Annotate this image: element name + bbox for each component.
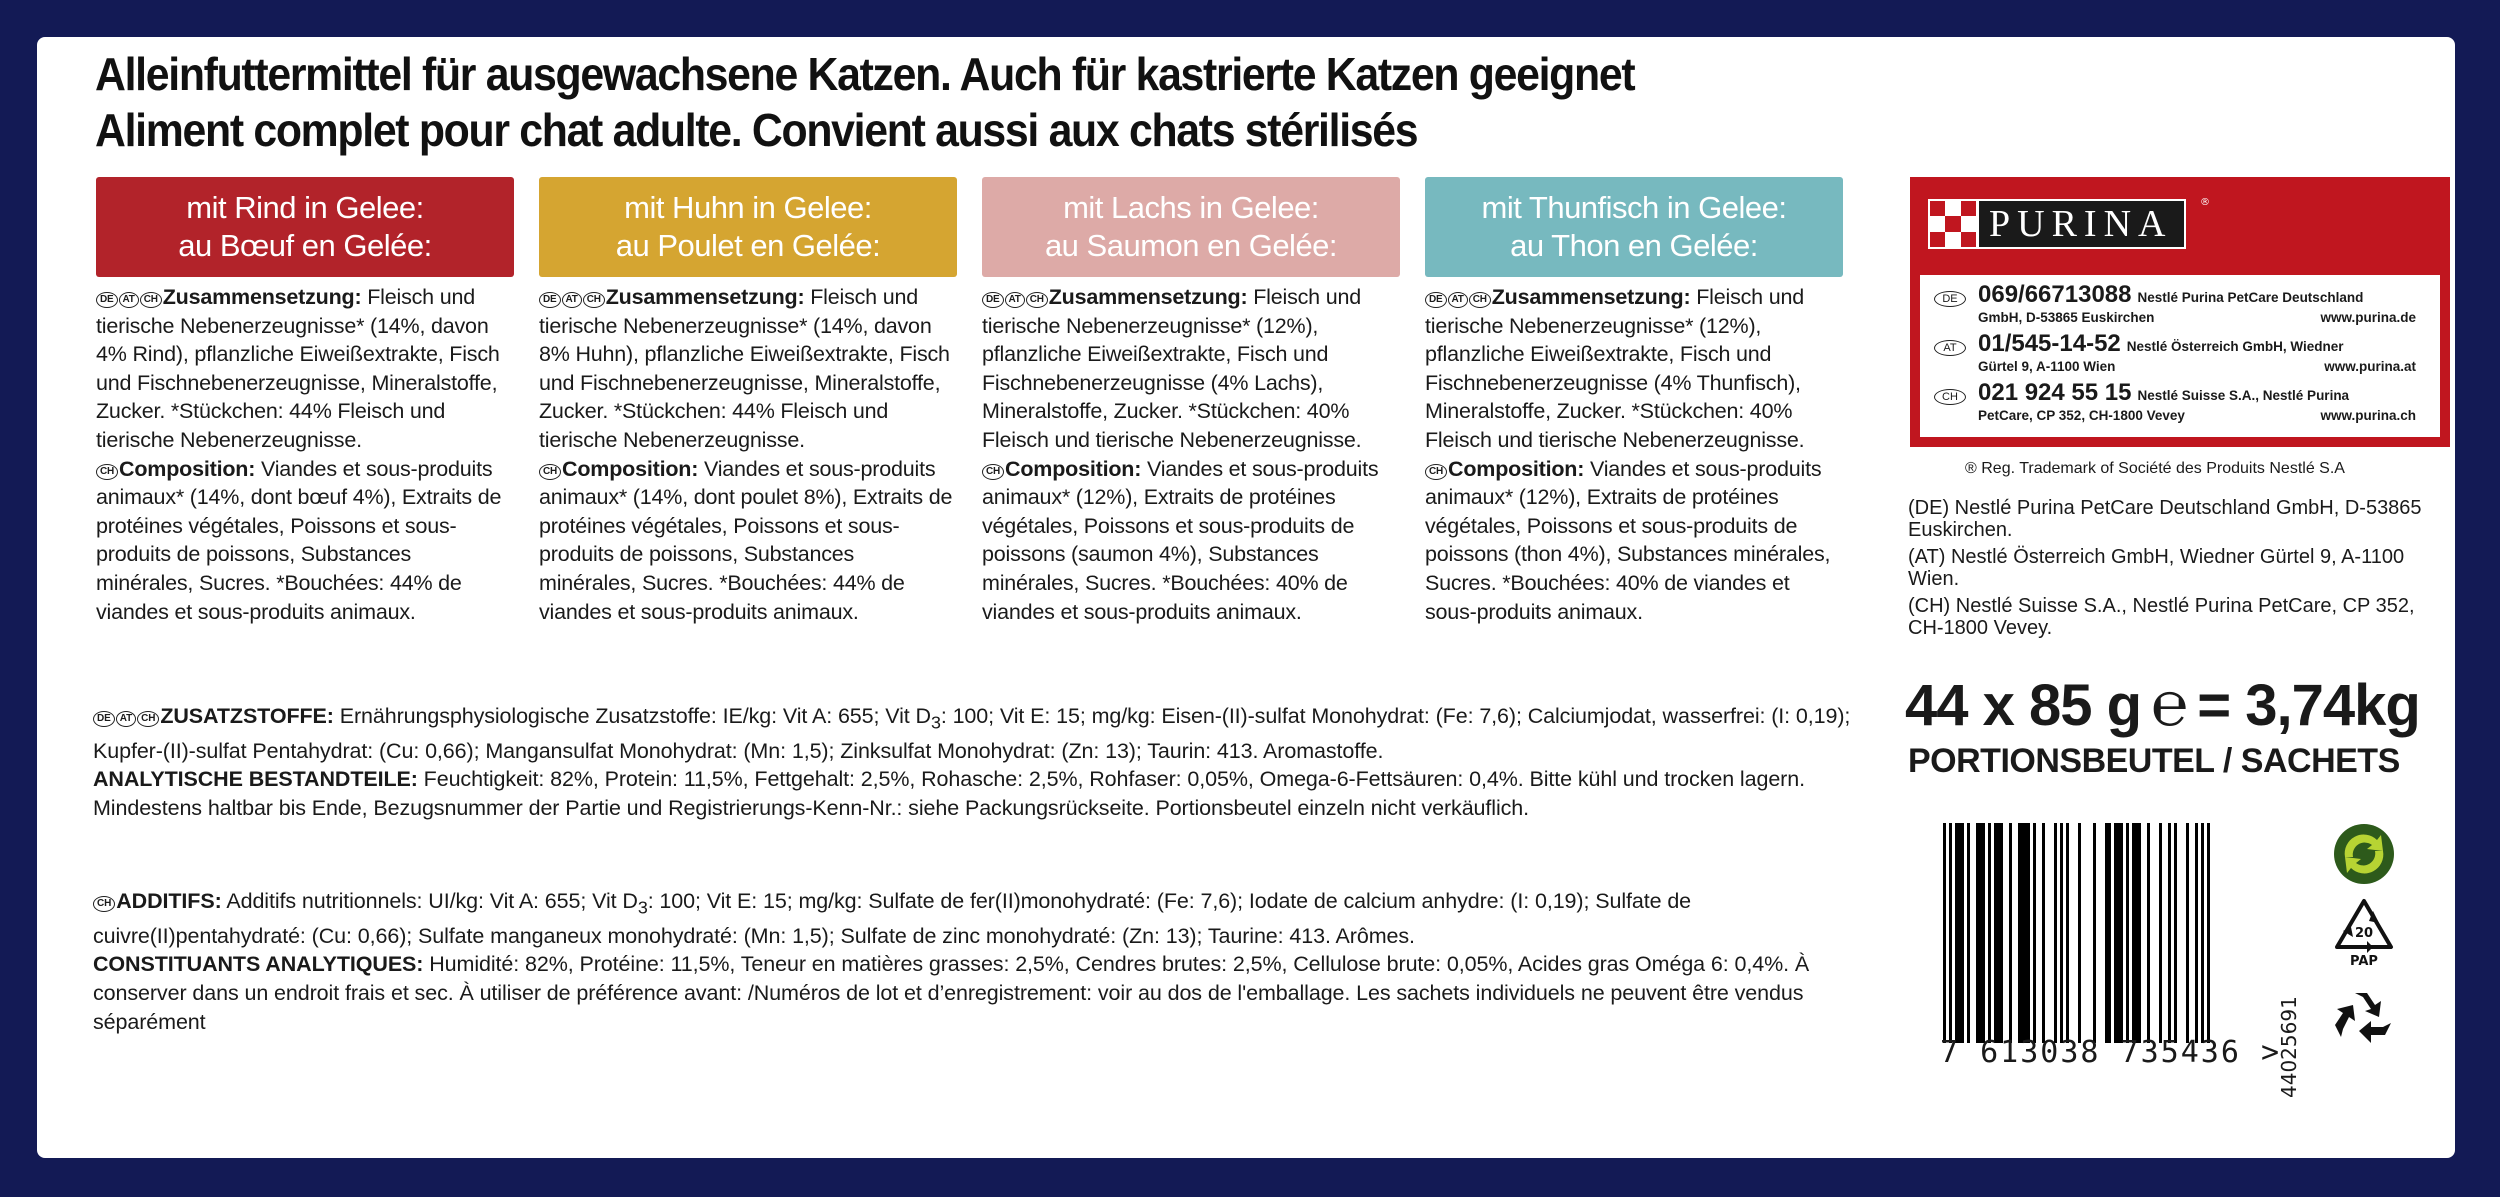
- de-flag-icon: DE: [1934, 291, 1966, 307]
- side-code: 44025691: [2277, 996, 2301, 1098]
- additives-de-label: ZUSATZSTOFFE:: [160, 704, 334, 728]
- variant-tuna-title: [1425, 177, 1843, 277]
- analytics-fr-text: Humidité: 82%, Protéine: 11,5%, Teneur en matières grasses: 2,5%, Cendres brutes: 2,5%, Cellulose brute: 0,05%, Acides gras Oméga 6: 0,4%. À conserver dans un endroit frais et sec. À utiliser de préférence avant: /Numéros de lot et d’enregistrement: voir au dos de l'emballage. Les sachets individuels ne peuvent être vendus séparément: [93, 952, 1810, 1034]
- registered-mark: ®: [2200, 197, 2210, 208]
- headline-fr: Aliment complet pour chat adulte. Convient aussi aux chats stérilisés: [95, 104, 1418, 156]
- contact-row-at: [1934, 330, 2416, 376]
- variant-title-fr: au Poulet en Gelée:: [615, 228, 881, 263]
- variant-composition: [539, 283, 957, 626]
- barcode-digits: 7 613038 735436 >: [1940, 1035, 2282, 1070]
- additives-de-text: Ernährungsphysiologische Zusatzstoffe: IE/kg: Vit A: 655; Vit D: [333, 704, 931, 728]
- composition-fr-label: Composition:: [1005, 456, 1142, 481]
- variant-title-de: mit Lachs in Gelee:: [1063, 190, 1319, 225]
- ch-flag-icon: CH: [1425, 464, 1447, 480]
- additives-fr-text-cont: : 100; Vit E: 15; mg/kg: Sulfate de fer(II)monohydraté: (Fe: 7,6); Iodate de calcium anhydre: (I: 0,19); Sulfate de cuivre(II)pentahydraté: (Cu: 0,66); Sulfate manganeux monohydraté: (Mn: 1,5); Sulfate de zinc monohydraté: (Zn: 13); Taurine: 413. Arômes.: [93, 889, 1692, 948]
- composition-fr-label: Composition:: [1448, 456, 1585, 481]
- at-flag-icon: AT: [1005, 292, 1025, 308]
- variant-tuna: [1425, 177, 1843, 626]
- variant-composition: [1425, 283, 1843, 626]
- green-dot-icon: [2333, 823, 2395, 885]
- ch-flag-icon: CH: [583, 292, 605, 308]
- count-size: 44 x 85 g: [1905, 673, 2142, 738]
- at-flag-icon: AT: [1448, 292, 1468, 308]
- additives-fr-label: ADDITIFS:: [116, 889, 222, 913]
- unit-label: PORTIONSBEUTEL / SACHETS: [1908, 742, 2400, 780]
- website-de: www.purina.de: [2320, 310, 2416, 325]
- phone-at: 01/545-14-52: [1978, 330, 2121, 357]
- website-at: www.purina.at: [2324, 359, 2416, 374]
- address-at: Gürtel 9, A-1100 Wien: [1978, 359, 2116, 374]
- ch-flag-icon: CH: [93, 896, 115, 912]
- pap-recycling-icon: [2333, 897, 2395, 969]
- phone-de: 069/66713088: [1978, 281, 2132, 308]
- composition-de-label: Zusammensetzung:: [1048, 285, 1248, 309]
- variant-title-de: mit Rind in Gelee:: [186, 190, 424, 225]
- composition-fr-text: Viandes et sous-produits animaux* (12%), Extraits de protéines végétales, Poissons et sous-produits de poissons (thon 4%), Substances minérales, Sucres. *Bouchées: 40% de viandes et sous-produits animaux.: [1425, 456, 1831, 624]
- contact-row-de: [1934, 281, 2416, 327]
- composition-de-text: Fleisch und tierische Nebenerzeugnisse* (12%), pflanzliche Eiweißextrakte, Fisch und Fischnebenerzeugnisse (4% Lachs), Mineralstoffe, Zucker. *Stückchen: 40% Fleisch und tierische Nebenerzeugnisse.: [982, 285, 1362, 452]
- de-flag-icon: DE: [96, 292, 118, 308]
- ch-flag-icon: CH: [96, 464, 118, 480]
- ch-flag-icon: CH: [982, 464, 1004, 480]
- composition-de-label: Zusammensetzung:: [1491, 285, 1691, 309]
- address-de: (DE) Nestlé Purina PetCare Deutschland GmbH, D-53865 Euskirchen.: [1908, 497, 2422, 541]
- ch-flag-icon: CH: [1026, 292, 1048, 308]
- variant-beef: [96, 177, 514, 626]
- address-ch: PetCare, CP 352, CH-1800 Vevey: [1978, 408, 2185, 423]
- composition-fr-text: Viandes et sous-produits animaux* (14%, dont bœuf 4%), Extraits de protéines végétales, Poissons et sous-produits de poissons, Substances minérales, Sucres. *Bouchées: 44% de viandes et sous-produits animaux.: [96, 456, 502, 624]
- ch-flag-icon: CH: [539, 464, 561, 480]
- composition-de-label: Zusammensetzung:: [162, 285, 362, 309]
- svg-text:PAP: PAP: [2350, 954, 2378, 969]
- ch-flag-icon: CH: [140, 292, 162, 308]
- analytics-de-label: ANALYTISCHE BESTANDTEILE:: [93, 767, 418, 792]
- vitamin-d-subscript: 3: [930, 712, 941, 733]
- additives-fr-text: Additifs nutritionnels: UI/kg: Vit A: 655; Vit D: [221, 889, 638, 913]
- website-ch: www.purina.ch: [2320, 408, 2416, 423]
- at-flag-icon: AT: [119, 292, 139, 308]
- de-flag-icon: DE: [1425, 292, 1447, 308]
- trademark-notice: ® Reg. Trademark of Société des Produits Nestlé S.A: [1965, 460, 2345, 477]
- ch-flag-icon: CH: [137, 711, 159, 727]
- composition-fr-text: Viandes et sous-produits animaux* (14%, dont poulet 8%), Extraits de protéines végétales, Poissons et sous-produits de poissons, Substances minérales, Sucres. *Bouchées: 44% de viandes et sous-produits animaux.: [539, 456, 953, 624]
- svg-text:20: 20: [2354, 926, 2374, 941]
- contact-list: [1920, 275, 2440, 437]
- composition-de-text: Fleisch und tierische Nebenerzeugnisse* (12%), pflanzliche Eiweißextrakte, Fisch und Fischnebenerzeugnisse (4% Thunfisch), Mineralstoffe, Zucker. *Stückchen: 40% Fleisch und tierische Nebenerzeugnisse.: [1425, 285, 1805, 452]
- variant-title-fr: au Bœuf en Gelée:: [178, 228, 432, 263]
- de-flag-icon: DE: [982, 292, 1004, 308]
- at-flag-icon: AT: [1934, 340, 1966, 356]
- de-flag-icon: DE: [93, 711, 115, 727]
- composition-de-text: Fleisch und tierische Nebenerzeugnisse* (14%, davon 8% Huhn), pflanzliche Eiweißextrakte, Fisch und Fischnebenerzeugnisse, Mineralstoffe, Zucker. *Stückchen: 44% Fleisch und tierische Nebenerzeugnisse.: [539, 285, 950, 452]
- address-at: (AT) Nestlé Österreich GmbH, Wiedner Gürtel 9, A-1100 Wien.: [1908, 546, 2405, 590]
- purina-logo: [1928, 199, 2186, 249]
- vitamin-d-subscript: 3: [637, 897, 648, 918]
- composition-de-label: Zusammensetzung:: [605, 285, 805, 309]
- company-de: Nestlé Purina PetCare Deutschland: [2137, 290, 2364, 305]
- variant-title-fr: au Thon en Gelée:: [1510, 228, 1758, 263]
- estimate-sign-icon: ℮: [2151, 671, 2188, 739]
- ch-flag-icon: CH: [1469, 292, 1491, 308]
- analytics-fr-label: CONSTITUANTS ANALYTIQUES:: [93, 952, 424, 977]
- variant-chicken-title: [539, 177, 957, 277]
- recycle-icon: [2333, 987, 2395, 1049]
- package-label-panel: [37, 37, 2455, 1158]
- variant-title-de: mit Huhn in Gelee:: [624, 190, 872, 225]
- company-ch: Nestlé Suisse S.A., Nestlé Purina: [2137, 388, 2350, 403]
- ean-barcode: [1940, 823, 2282, 1070]
- contact-row-ch: [1934, 379, 2416, 425]
- variant-composition: [982, 283, 1400, 626]
- additives-analytics-de: [93, 702, 1893, 823]
- company-at: Nestlé Österreich GmbH, Wiedner: [2126, 339, 2344, 354]
- variant-salmon: [982, 177, 1400, 626]
- ch-flag-icon: CH: [1934, 389, 1966, 405]
- net-quantity: [1905, 670, 2420, 741]
- phone-ch: 021 924 55 15: [1978, 379, 2132, 406]
- address-de: GmbH, D-53865 Euskirchen: [1978, 310, 2155, 325]
- additives-analytics-fr: [93, 887, 1893, 1036]
- variant-salmon-title: [982, 177, 1400, 277]
- headline-de: Alleinfuttermittel für ausgewachsene Katzen. Auch für kastrierte Katzen geeignet: [95, 48, 1635, 100]
- de-flag-icon: DE: [539, 292, 561, 308]
- variant-title-fr: au Saumon en Gelée:: [1044, 228, 1338, 263]
- variant-beef-title: [96, 177, 514, 277]
- composition-fr-label: Composition:: [562, 456, 699, 481]
- manufacturer-addresses: [1908, 497, 2428, 644]
- variant-title-de: mit Thunfisch in Gelee:: [1481, 190, 1787, 225]
- variant-chicken: [539, 177, 957, 626]
- at-flag-icon: AT: [116, 711, 136, 727]
- purina-contact-box: [1910, 177, 2450, 447]
- total-weight: = 3,74kg: [2197, 673, 2420, 738]
- barcode-bars: [1943, 823, 2233, 1043]
- analytics-de-text: Feuchtigkeit: 82%, Protein: 11,5%, Fettgehalt: 2,5%, Rohasche: 2,5%, Rohfaser: 0,05%, Omega-6-Fettsäuren: 0,4%. Bitte kühl und trocken lagern. Mindestens haltbar bis Ende, Bezugsnummer der Partie und Registrierungs-Kenn-Nr.: siehe Packungsrückseite. Portionsbeutel einzeln nicht verkäuflich.: [93, 767, 1805, 821]
- at-flag-icon: AT: [562, 292, 582, 308]
- additives-de-text-cont: : 100; Vit E: 15; mg/kg: Eisen-(II)-sulfat Monohydrat: (Fe: 7,6); Calciumjodat, wasserfrei: (I: 0,19); Kupfer-(II)-sulfat Pentahydrat: (Cu: 0,66); Mangansulfat Monohydrat: (Mn: 1,5); Zinksulfat Monohydrat: (Zn: 13); Taurin: 413. Aromastoffe.: [93, 704, 1851, 763]
- composition-fr-text: Viandes et sous-produits animaux* (12%), Extraits de protéines végétales, Poissons et sous-produits de poissons (saumon 4%), Substances minérales, Sucres. *Bouchées: 40% de viandes et sous-produits animaux.: [982, 456, 1379, 624]
- purina-wordmark: PURINA: [1979, 201, 2184, 247]
- composition-de-text: Fleisch und tierische Nebenerzeugnisse* (14%, davon 4% Rind), pflanzliche Eiweißextrakte, Fisch und Fischnebenerzeugnisse, Mineralstoffe, Zucker. *Stückchen: 44% Fleisch und tierische Nebenerzeugnisse.: [96, 285, 500, 452]
- composition-fr-label: Composition:: [119, 456, 256, 481]
- address-ch: (CH) Nestlé Suisse S.A., Nestlé Purina PetCare, CP 352, CH-1800 Vevey.: [1908, 595, 2415, 639]
- variant-composition: [96, 283, 514, 626]
- checkerboard-icon: [1930, 201, 1976, 247]
